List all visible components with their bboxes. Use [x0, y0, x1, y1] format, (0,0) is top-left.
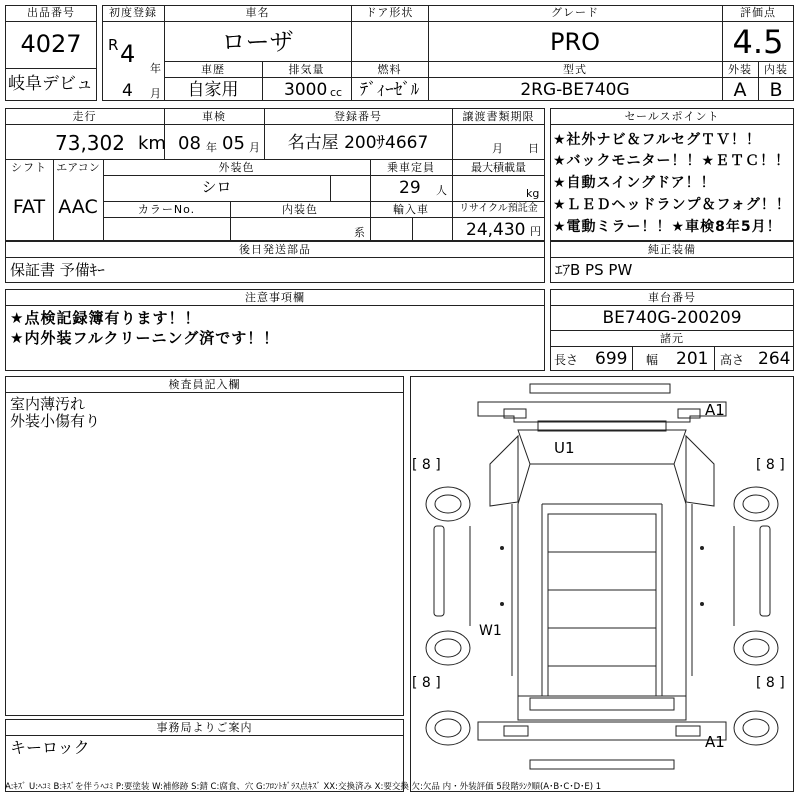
reg-month: 4	[122, 81, 133, 101]
sales-point-line: ★ＬＥＤヘッドランプ＆フォグ！！	[553, 197, 791, 213]
transfer-month: 月	[492, 142, 503, 155]
recycle: 24,430	[466, 220, 526, 240]
tire-depth-front-right: [ 8 ]	[756, 457, 785, 473]
displacement-unit: cc	[330, 86, 343, 99]
interior-label: 内装	[764, 63, 788, 76]
office-title: 事務局よりご案内	[156, 721, 253, 734]
sales-point-line: ★バックモニター！！★ＥＴＣ！！	[553, 153, 791, 169]
height: 264	[758, 349, 791, 369]
sales-point-line: ★電動ミラー！！★車検8年5月！	[553, 219, 782, 235]
notes-line: ★内外装フルクリーニング済です！！	[10, 329, 280, 347]
month-unit: 月	[150, 87, 161, 100]
capacity-unit: 人	[436, 184, 447, 197]
equipment-value: ｴｱB PS PW	[555, 261, 633, 279]
damage-mark-u1: U1	[554, 439, 575, 457]
width: 201	[676, 349, 709, 369]
era: R	[108, 36, 119, 54]
mileage-label: 走行	[72, 110, 97, 123]
inspector-line: 室内薄汚れ	[10, 395, 86, 413]
inspection-label: 車検	[202, 110, 226, 123]
length: 699	[595, 349, 628, 369]
chassis-title: 車台番号	[648, 291, 696, 304]
tire-depth-rear-right: [ 8 ]	[756, 675, 785, 691]
exterior-grade: A	[733, 79, 747, 101]
capacity-label: 乗車定員	[387, 161, 435, 174]
color-no-label: カラーNo.	[137, 203, 196, 216]
exterior-label: 外装	[728, 63, 752, 76]
inspector-title: 検査員記入欄	[168, 378, 241, 391]
year-unit: 年	[150, 62, 161, 75]
car-name: ローザ	[221, 28, 294, 56]
shift-label: シフト	[11, 161, 47, 174]
bus-diagram	[410, 376, 794, 792]
reg-year: 4	[120, 40, 136, 68]
notes-line: ★点検記録簿有ります！！	[10, 309, 201, 327]
damage-mark-w1: W1	[479, 623, 502, 639]
interior-color-label: 内装色	[282, 203, 318, 216]
interior-color-suffix: 系	[354, 226, 365, 239]
displacement: 3000	[284, 80, 328, 100]
first-reg-label: 初度登録	[109, 6, 157, 19]
recycle-label: リサイクル預託金	[459, 203, 538, 214]
later-parts-title: 後日発送部品	[239, 243, 311, 256]
ac: AAC	[58, 196, 98, 218]
shift: FAT	[12, 196, 46, 218]
spec-title: 諸元	[660, 332, 684, 345]
venue: 岐阜デビュ	[8, 74, 93, 94]
door-label: ドア形状	[365, 6, 414, 19]
recycle-unit: 円	[530, 225, 541, 238]
length-label: 長さ	[554, 353, 579, 367]
capacity: 29	[399, 178, 421, 198]
later-parts-value: 保証書 予備ｷｰ	[10, 261, 105, 279]
mileage: 73,302	[55, 131, 125, 155]
ac-label: エアコン	[56, 161, 100, 174]
insp-month: 05	[222, 133, 245, 154]
tire-depth-front-left: [ 8 ]	[412, 457, 441, 473]
car-name-label: 車名	[245, 6, 270, 19]
model: 2RG-BE740G	[520, 80, 630, 100]
history-label: 車歴	[201, 63, 225, 76]
history: 自家用	[187, 80, 239, 100]
legend: A:ｷｽﾞ U:ﾍｺﾐ B:ｷｽﾞを伴うﾍｺﾐ P:要塗装 W:補修跡 S:錆 C:腐食、穴 G:ﾌﾛﾝﾄｶﾞﾗｽ点ｷｽﾞ XX:交換済み X:要交換 欠:欠品 内・外装評価 5段階ﾗﾝｸ順(A･B･C･D･E) 1	[5, 782, 602, 792]
transfer-label: 譲渡書類期限	[462, 110, 535, 123]
load-unit: kg	[526, 187, 540, 200]
sales-points-title: セールスポイント	[624, 110, 720, 123]
lot-number: 4027	[20, 30, 82, 58]
color-label: 外装色	[218, 161, 255, 174]
reg-label: 登録番号	[334, 110, 382, 123]
insp-year-unit: 年	[206, 141, 217, 154]
damage-mark-a1-front: A1	[705, 401, 725, 419]
transfer-day: 日	[528, 142, 539, 155]
tire-depth-rear-left: [ 8 ]	[412, 675, 441, 691]
interior-grade: B	[769, 79, 783, 101]
sales-point-line: ★自動スイングドア！！	[553, 175, 716, 191]
grade: PRO	[549, 28, 601, 56]
equipment-title: 純正装備	[648, 243, 696, 256]
load-label: 最大積載量	[471, 161, 526, 174]
lot-label: 出品番号	[27, 6, 75, 19]
score-label: 評価点	[740, 6, 776, 19]
notes-title: 注意事項欄	[245, 291, 305, 304]
fuel: ﾃﾞｨｰｾﾞﾙ	[359, 80, 420, 100]
score: 4.5	[732, 23, 784, 61]
fuel-label: 燃料	[377, 63, 402, 76]
height-label: 高さ	[720, 353, 745, 367]
insp-year: 08	[178, 133, 201, 154]
grade-label: グレード	[551, 6, 599, 19]
chassis-number: BE740G-200209	[602, 308, 742, 328]
import-label: 輸入車	[393, 203, 429, 216]
reg-number: 名古屋 200ｻ4667	[287, 133, 429, 153]
inspector-line: 外装小傷有り	[10, 412, 101, 430]
insp-month-unit: 月	[249, 141, 260, 154]
damage-mark-a1-rear: A1	[705, 733, 725, 751]
office-value: キーロック	[10, 738, 90, 757]
model-label: 型式	[563, 63, 587, 76]
displacement-label: 排気量	[288, 63, 325, 76]
sales-point-line: ★社外ナビ＆フルセグＴＶ！！	[553, 132, 761, 148]
mileage-unit: km	[138, 133, 166, 154]
width-label: 幅	[646, 353, 659, 367]
color: シロ	[201, 178, 232, 196]
